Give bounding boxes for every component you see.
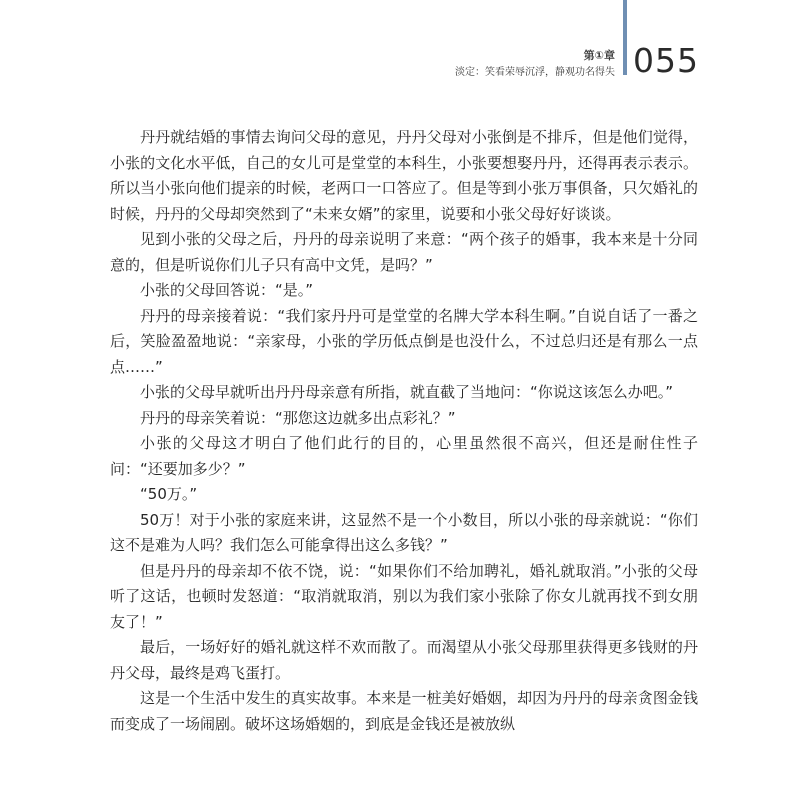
- paragraph: 这是一个生活中发生的真实故事。本来是一桩美好婚姻，却因为丹丹的母亲贪图金钱而变成了一场闹剧。破坏这场婚姻的，到底是金钱还是被放纵: [110, 689, 698, 733]
- paragraph: 小张的父母这才明白了他们此行的目的，心里虽然很不高兴，但还是耐住性子问：“还要加多少？”: [110, 434, 698, 478]
- paragraph: 小张的父母早就听出丹丹母亲意有所指，就直截了当地问：“你说这该怎么办吧。”: [140, 383, 674, 401]
- paragraph: 丹丹就结婚的事情去询问父母的意见，丹丹父母对小张倒是不排斥，但是他们觉得，小张的文化水平低，自己的女儿可是堂堂的本科生，小张要想娶丹丹，还得再表示表示。所以当小张向他们提亲的时候，老两口一口答应了。但是等到小张万事俱备，只欠婚礼的时候，丹丹的父母却突然到了“未来女婿”的家里，说要和小张父母好好谈谈。: [110, 128, 698, 223]
- paragraph: 见到小张的父母之后，丹丹的母亲说明了来意：“两个孩子的婚事，我本来是十分同意的，但是听说你们儿子只有高中文凭，是吗？”: [110, 230, 698, 274]
- chapter-subtitle: 淡定：笑看荣辱沉浮，静观功名得失: [455, 67, 615, 78]
- paragraph: 丹丹的母亲笑着说：“那您这边就多出点彩礼？”: [140, 408, 456, 427]
- body-text: [110, 125, 698, 737]
- paragraph: 但是丹丹的母亲却不依不饶，说：“如果你们不给加聘礼，婚礼就取消。”小张的父母听了这话，也顿时发怒道：“取消就取消，别以为我们家小张除了你女儿就再找不到女朋友了！”: [110, 561, 698, 631]
- paragraph: 50万！对于小张的家庭来讲，这显然不是一个小数目，所以小张的母亲就说：“你们这不是难为人吗？我们怎么可能拿得出这么多钱？”: [110, 510, 698, 554]
- paragraph: 小张的父母回答说：“是。”: [140, 281, 314, 299]
- paragraph: 丹丹的母亲接着说：“我们家丹丹可是堂堂的名牌大学本科生啊。”自说自话了一番之后，笑脸盈盈地说：“亲家母，小张的学历低点倒是也没什么，不过总归还是有那么一点点……”: [110, 306, 698, 376]
- header-divider: [623, 0, 627, 75]
- page-number: 055: [633, 41, 699, 80]
- paragraph: “50万。”: [140, 485, 198, 503]
- chapter-label: 第①章: [583, 49, 615, 62]
- page-header: [0, 0, 800, 90]
- paragraph: 最后，一场好好的婚礼就这样不欢而散了。而渴望从小张父母那里获得更多钱财的丹丹父母，最终是鸡飞蛋打。: [110, 638, 698, 682]
